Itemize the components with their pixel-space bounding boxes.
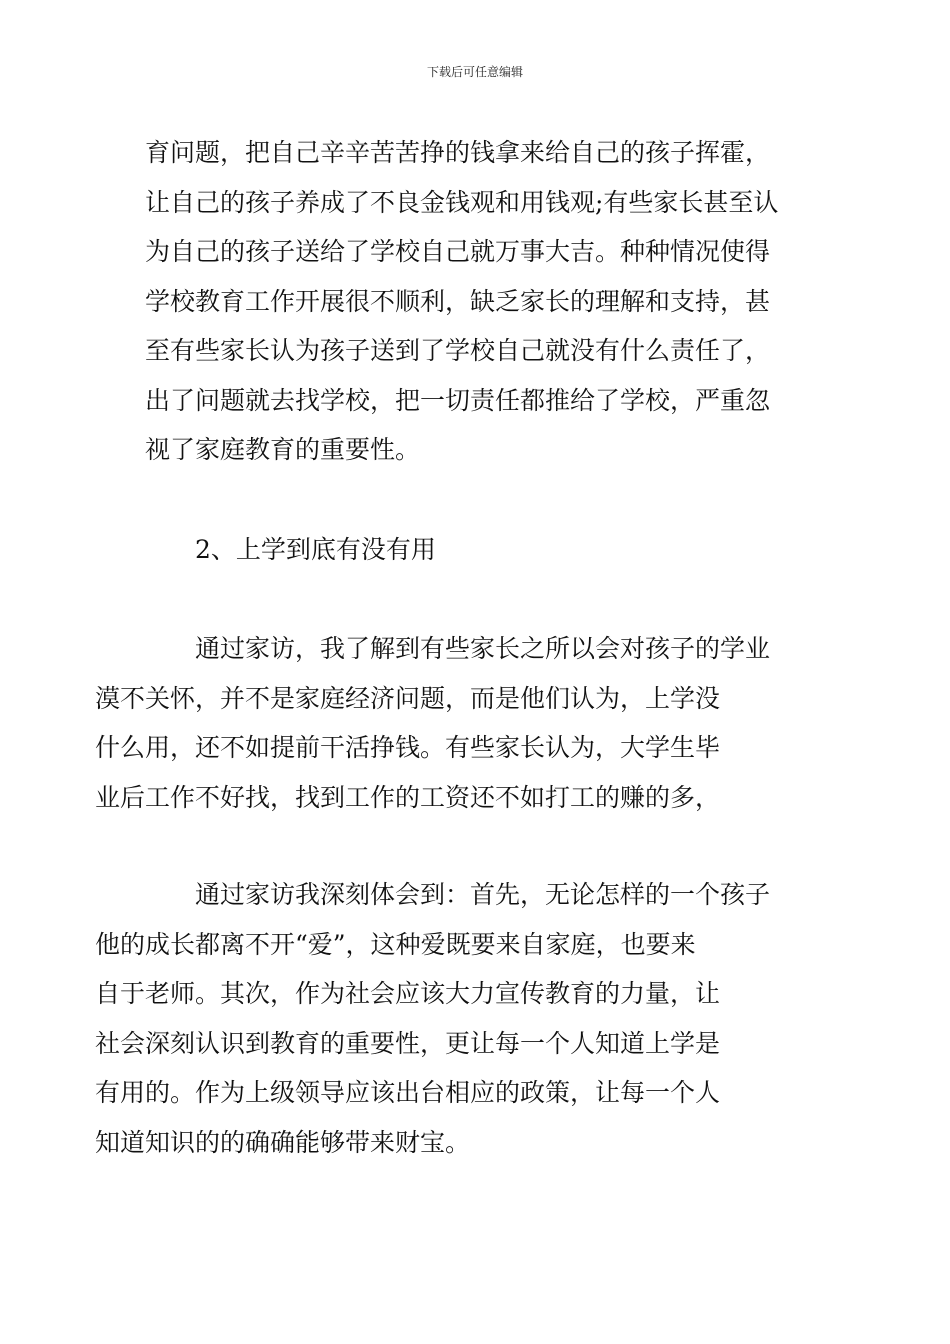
text-line: 出了问题就去找学校，把一切责任都推给了学校，严重忽 — [145, 385, 771, 415]
text-line: 育问题，把自己辛辛苦苦挣的钱拿来给自己的孩子挥霍， — [145, 138, 771, 167]
paragraph-family-education-neglect — [145, 128, 810, 475]
text-line: 让自己的孩子养成了不良金钱观和用钱观;有些家长甚至认 — [145, 187, 779, 217]
text-line: 什么用，还不如提前干活挣钱。有些家长认为，大学生毕 — [95, 733, 721, 762]
text-line: 至有些家长认为孩子送到了学校自己就没有什么责任了， — [145, 336, 771, 365]
section-heading: 2、上学到底有没有用 — [195, 535, 436, 564]
text-line: 通过家访，我了解到有些家长之所以会对孩子的学业 — [195, 634, 771, 663]
text-line: 视了家庭教育的重要性。 — [145, 435, 421, 464]
paragraph-home-visit-findings — [95, 624, 810, 822]
text-line: 漠不关怀，并不是家庭经济问题，而是他们认为，上学没 — [95, 683, 721, 713]
page-header-note: 下载后可任意编辑 — [426, 65, 523, 79]
text-line: 为自己的孩子送给了学校自己就万事大吉。种种情况使得 — [145, 237, 771, 266]
text-line: 学校教育工作开展很不顺利，缺乏家长的理解和支持，甚 — [145, 286, 771, 316]
text-line: 知道知识的的确确能够带来财宝。 — [95, 1127, 471, 1157]
text-line: 社会深刻认识到教育的重要性，更让每一个人知道上学是 — [95, 1028, 721, 1058]
text-line: 通过家访我深刻体会到：首先，无论怎样的一个孩子 — [195, 880, 771, 909]
text-line: 有用的。作为上级领导应该出台相应的政策，让每一个人 — [95, 1078, 721, 1107]
text-line: 业后工作不好找，找到工作的工资还不如打工的赚的多， — [95, 782, 721, 812]
text-line: 自于老师。其次，作为社会应该大力宣传教育的力量，让 — [95, 979, 721, 1008]
text-line: 他的成长都离不开“爱”，这种爱既要来自家庭，也要来 — [95, 929, 696, 959]
paragraph-home-visit-reflections — [95, 870, 810, 1167]
